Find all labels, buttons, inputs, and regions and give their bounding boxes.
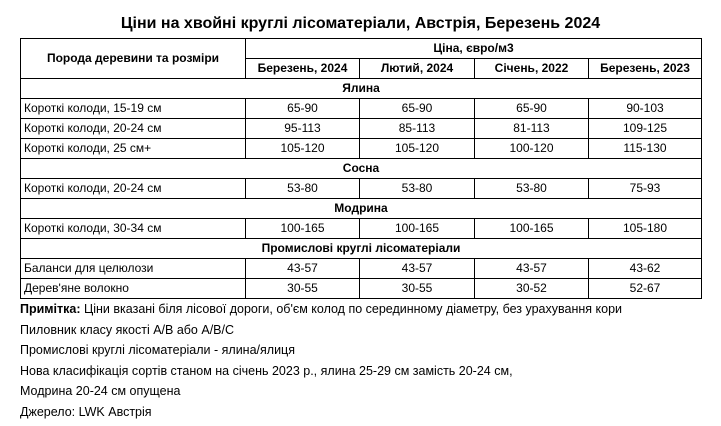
price-cell: 85-113 (360, 119, 475, 139)
price-cell: 65-90 (246, 99, 360, 119)
section-header: Ялина (21, 79, 702, 99)
price-cell: 43-57 (475, 259, 589, 279)
note-label: Примітка: (20, 302, 81, 316)
price-table (20, 38, 702, 299)
price-cell: 100-120 (475, 139, 589, 159)
price-cell: 75-93 (589, 179, 702, 199)
table-row (21, 179, 702, 199)
row-label: Короткі колоди, 20-24 см (21, 179, 246, 199)
column-header: Лютий, 2024 (360, 59, 475, 79)
price-cell: 52-67 (589, 279, 702, 299)
note-line: Промислові круглі лісоматеріали - ялина/ялиця (20, 343, 295, 357)
price-cell: 100-165 (475, 219, 589, 239)
section-header: Модрина (21, 199, 702, 219)
price-cell: 90-103 (589, 99, 702, 119)
row-label: Короткі колоди, 15-19 см (21, 99, 246, 119)
price-cell: 65-90 (475, 99, 589, 119)
section-row (21, 199, 702, 219)
price-cell: 95-113 (246, 119, 360, 139)
column-header: Березень, 2023 (589, 59, 702, 79)
note-line: Пиловник класу якості А/В або А/В/С (20, 322, 235, 337)
table-row (21, 99, 702, 119)
section-row (21, 159, 702, 179)
price-cell: 115-130 (589, 139, 702, 159)
section-row (21, 79, 702, 99)
price-cell: 43-57 (246, 259, 360, 279)
price-table-body (21, 39, 702, 299)
price-cell: 30-55 (246, 279, 360, 299)
table-header-row (21, 39, 702, 59)
note-line: Модрина 20-24 см опущена (20, 384, 181, 398)
page-title: Ціни на хвойні круглі лісоматеріали, Австрія, Березень 2024 (120, 15, 601, 32)
price-cell: 105-180 (589, 219, 702, 239)
price-cell: 105-120 (246, 139, 360, 159)
price-cell: 53-80 (246, 179, 360, 199)
table-row (21, 119, 702, 139)
table-row (21, 259, 702, 279)
table-row (21, 139, 702, 159)
price-cell: 30-55 (360, 279, 475, 299)
row-label: Баланси для целюлози (21, 259, 246, 279)
table-row (21, 219, 702, 239)
price-cell: 53-80 (360, 179, 475, 199)
price-cell: 65-90 (360, 99, 475, 119)
note-text: Ціни вказані біля лісової дороги, об'єм колод по серединному діаметру, без урахування кори (80, 302, 623, 316)
row-label: Короткі колоди, 25 см+ (21, 139, 246, 159)
source-line: Джерело: LWK Австрія (20, 404, 152, 419)
price-cell: 53-80 (475, 179, 589, 199)
price-cell: 105-120 (360, 139, 475, 159)
price-header: Ціна, євро/м3 (246, 39, 702, 59)
column-header: Березень, 2024 (246, 59, 360, 79)
corner-header: Порода деревини та розміри (21, 39, 246, 79)
price-cell: 81-113 (475, 119, 589, 139)
notes-block (20, 299, 710, 422)
table-row (21, 279, 702, 299)
price-cell: 100-165 (360, 219, 475, 239)
price-cell: 30-52 (475, 279, 589, 299)
section-header: Сосна (21, 159, 702, 179)
price-cell: 109-125 (589, 119, 702, 139)
price-cell: 100-165 (246, 219, 360, 239)
price-cell: 43-57 (360, 259, 475, 279)
row-label: Короткі колоди, 20-24 см (21, 119, 246, 139)
price-cell: 43-62 (589, 259, 702, 279)
row-label: Дерев'яне волокно (21, 279, 246, 299)
section-header: Промислові круглі лісоматеріали (21, 239, 702, 259)
section-row (21, 239, 702, 259)
column-header: Січень, 2022 (475, 59, 589, 79)
note-line: Нова класифікація сортів станом на січень 2023 р., ялина 25-29 см замість 20-24 см, (20, 363, 513, 378)
row-label: Короткі колоди, 30-34 см (21, 219, 246, 239)
note-line (20, 299, 710, 320)
